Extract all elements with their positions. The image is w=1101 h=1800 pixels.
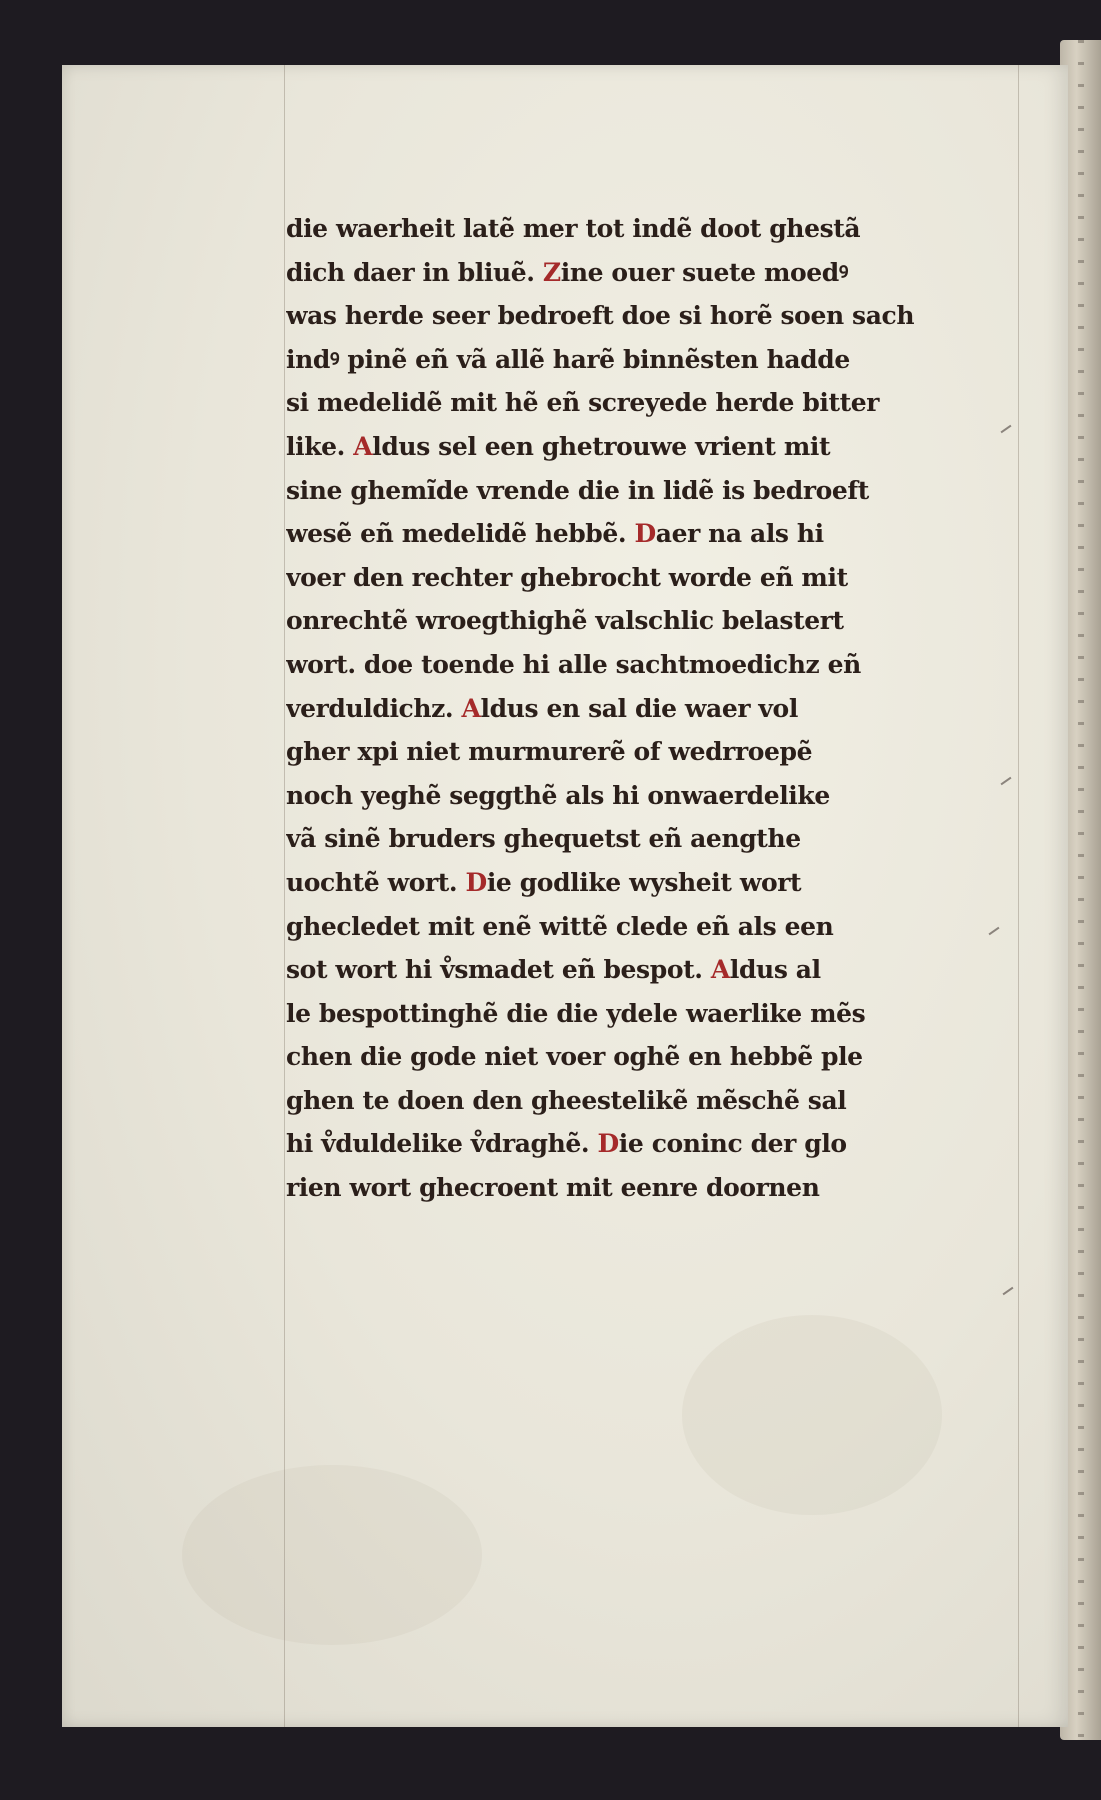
- text-line: ghen te doen den gheestelikẽ mẽschẽ sal: [286, 1085, 847, 1115]
- text-line: indꝰ pinẽ eñ vã allẽ harẽ binnẽsten hadde: [286, 344, 850, 374]
- rubric-initial: D: [634, 519, 656, 549]
- rubric-initial: A: [353, 431, 373, 461]
- text-line: rien wort ghecroent mit eenre doornen: [286, 1173, 820, 1203]
- text-line: sine ghemĩde vrende die in lidẽ is bedroeft: [286, 475, 869, 505]
- text-line: die waerheit latẽ mer tot indẽ doot ghestã: [286, 214, 861, 243]
- parchment-stain: [182, 1465, 482, 1645]
- rubric-initial: Z: [542, 257, 561, 287]
- text-line: hi v̊duldelike v̊draghẽ. Die coninc der glo: [286, 1129, 847, 1159]
- rubric-initial: D: [465, 867, 487, 897]
- text-line: chen die gode niet voer oghẽ en hebbẽ ple: [286, 1042, 863, 1072]
- text-line: onrechtẽ wroegthighẽ valschlic belastert: [286, 606, 844, 636]
- text-line: wort. doe toende hi alle sachtmoedichz eñ: [286, 649, 861, 679]
- text-line: wesẽ eñ medelidẽ hebbẽ. Daer na als hi: [286, 519, 824, 549]
- text-line: vã sinẽ bruders ghequetst eñ aengthe: [286, 824, 801, 854]
- text-line: uochtẽ wort. Die godlike wysheit wort: [286, 867, 802, 897]
- text-line: verduldichz. Aldus en sal die waer vol: [286, 693, 798, 723]
- text-line: le bespottinghẽ die die ydele waerlike mẽs: [286, 998, 866, 1028]
- text-line: sot wort hi v̊smadet eñ bespot. Aldus al: [286, 955, 821, 985]
- left-ruling-line: [284, 65, 285, 1727]
- rubric-initial: A: [710, 955, 730, 985]
- text-line: was herde seer bedroeft doe si horẽ soen sach: [286, 301, 915, 331]
- text-line: gher xpi niet murmurerẽ of wedrroepẽ: [286, 737, 813, 767]
- text-line: ghecledet mit enẽ wittẽ clede eñ als een: [286, 911, 834, 941]
- next-page-text-bleed: [1078, 40, 1084, 1740]
- rubric-initial: A: [461, 693, 481, 723]
- rubric-initial: D: [597, 1129, 619, 1159]
- text-line: noch yeghẽ seggthẽ als hi onwaerdelike: [286, 780, 830, 810]
- text-line: voer den rechter ghebrocht worde eñ mit: [286, 562, 848, 592]
- text-column: [286, 207, 1021, 1210]
- parchment-stain: [682, 1315, 942, 1515]
- text-line: dich daer in bliuẽ. Zine ouer suete moedꝰ: [286, 257, 849, 287]
- text-line: like. Aldus sel een ghetrouwe vrient mit: [286, 431, 831, 461]
- text-line: si medelidẽ mit hẽ eñ screyede herde bitter: [286, 388, 880, 418]
